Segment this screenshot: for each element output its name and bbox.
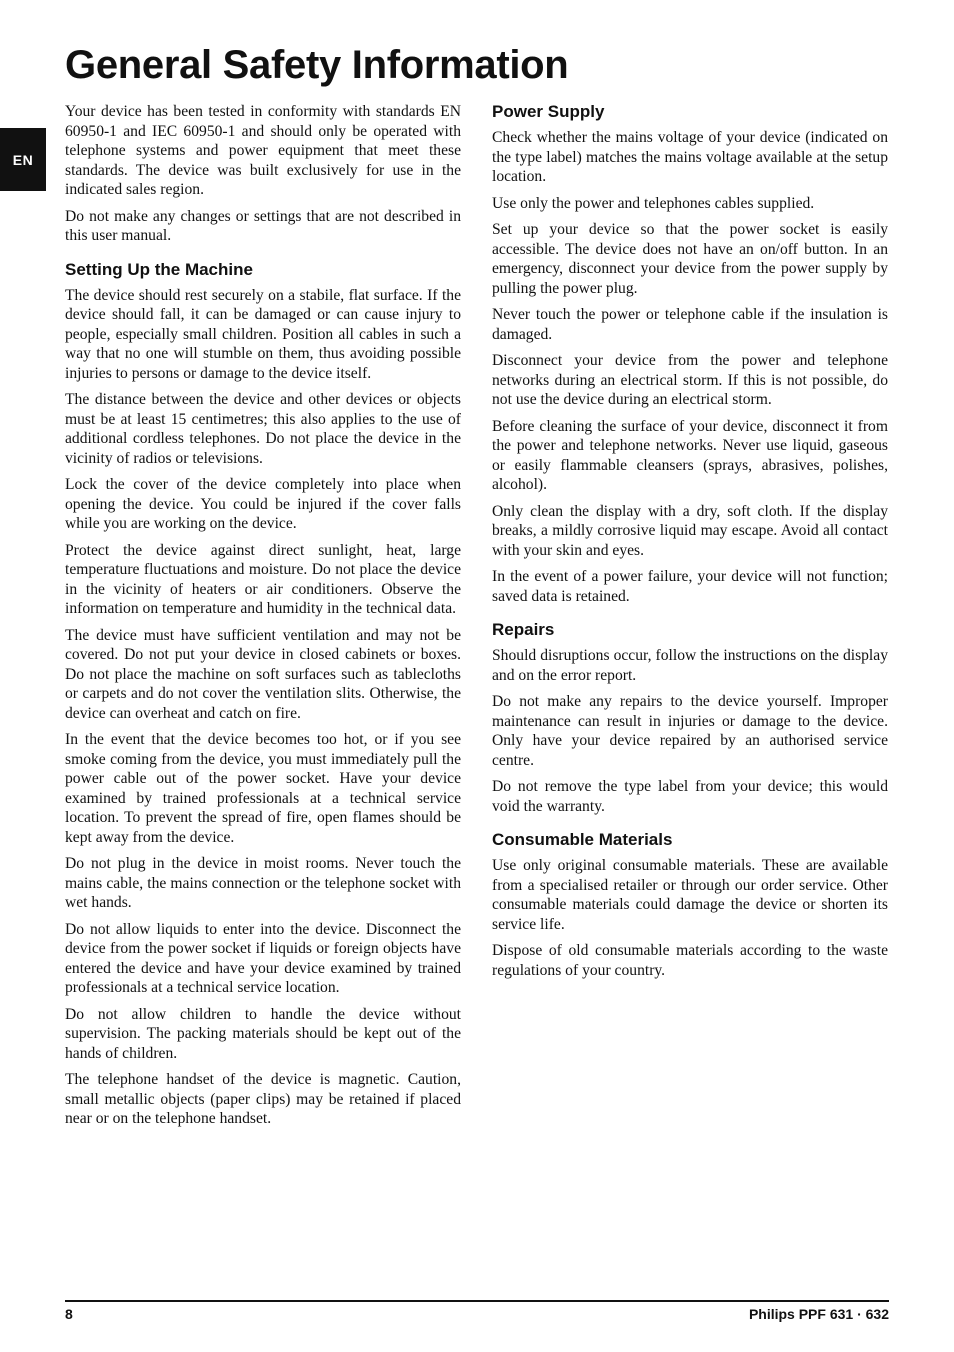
footer-divider (65, 1300, 889, 1302)
setting-up-paragraph: The distance between the device and other devices or objects must be at least 15 centimetres; this also applies to the use of additional cordless telephones. Do not place the device in the vicinity of radios or televisions. (65, 391, 461, 467)
power-supply-paragraph: Never touch the power or telephone cable if the insulation is damaged. (492, 306, 888, 343)
intro-paragraph: Do not make any changes or settings that are not described in this user manual. (65, 207, 461, 244)
repairs-paragraph: Should disruptions occur, follow the instructions on the display and on the error report. (492, 647, 888, 684)
consumables-paragraph: Use only original consumable materials. These are available from a specialised retailer or through our order service. Other consumable materials could damage the device or shorten its service life. (492, 857, 888, 933)
section-heading-repairs: Repairs (492, 620, 555, 639)
consumables-paragraph: Dispose of old consumable materials according to the waste regulations of your country. (492, 942, 888, 979)
power-supply-paragraph: Disconnect your device from the power and telephone networks during an electrical storm. If this is not possible, do not use the device during an electrical storm. (492, 352, 888, 408)
setting-up-paragraph: In the event that the device becomes too hot, or if you see smoke coming from the device, you must immediately pull the power cable out of the power socket. Have your device examined by trained professionals at a technical service location. To prevent the spread of fire, open flames should be kept away from the device. (65, 731, 461, 846)
intro-paragraph: Your device has been tested in conformity with standards EN 60950-1 and IEC 60950-1 and should only be operated with telephone systems and power equipment that meet these standards. The device was built exclusively for use in the indicated sales region. (65, 103, 461, 198)
power-supply-paragraph: Set up your device so that the power socket is easily accessible. The device does not have an on/off button. In an emergency, disconnect your device from the power supply by pulling the power plug. (492, 221, 888, 297)
power-supply-paragraph: Only clean the display with a dry, soft cloth. If the display breaks, a mildly corrosive liquid may escape. Avoid all contact with your skin and eyes. (492, 502, 888, 559)
power-supply-paragraph: Before cleaning the surface of your device, disconnect it from the power and telephone networks. Never use liquid, gaseous or easily flammable cleansers (sprays, abrasives, polishes, alcohol). (492, 417, 888, 493)
repairs-paragraph: Do not make any repairs to the device yourself. Improper maintenance can result in injuries or damage to the device. Only have your device repaired by an authorised service centre. (492, 693, 888, 769)
footer-model-name: Philips PPF 631 · 632 (748, 1306, 889, 1322)
setting-up-paragraph: The device must have sufficient ventilation and may not be covered. Do not put your device in closed cabinets or boxes. Do not place the machine on soft surfaces such as tablecloths or carpets and do not cover the ventilation slits. Otherwise, the device can overheat and catch on fire. (65, 626, 461, 722)
section-heading-setting-up: Setting Up the Machine (65, 259, 253, 279)
power-supply-paragraph: Check whether the mains voltage of your device (indicated on the type label) matches the mains voltage available at the setup location. (492, 129, 888, 185)
setting-up-paragraph: Protect the device against direct sunlight, heat, large temperature fluctuations and moisture. Do not place the device in the vicinity of heaters or air conditioners. Observe the information on temperature and humidity in the technical data. (65, 541, 461, 617)
setting-up-paragraph: Lock the cover of the device completely into place when opening the device. You could be injured if the cover falls while you are working on the device. (65, 476, 461, 532)
power-supply-paragraph: In the event of a power failure, your device will not function; saved data is retained. (492, 568, 888, 605)
setting-up-paragraph: Do not allow liquids to enter into the device. Disconnect the device from the power socket if liquids or foreign objects have entered the device and have your device examined by trained professionals at a technical service location. (65, 920, 461, 996)
setting-up-paragraph: The device should rest securely on a stabile, flat surface. If the device should fall, it can be damaged or can cause injury to people, especially small children. Position all cables in such a way that no one will stumble on them, thus avoiding possible injuries to persons or damage to the device itself. (65, 286, 461, 382)
section-heading-consumables: Consumable Materials (492, 830, 673, 849)
power-supply-paragraph: Use only the power and telephones cables supplied. (492, 194, 815, 212)
repairs-paragraph: Do not remove the type label from your device; this would void the warranty. (492, 778, 888, 815)
language-tab (0, 128, 46, 191)
footer-page-number: 8 (65, 1306, 73, 1322)
page-title: General Safety Information (65, 43, 569, 87)
left-column (65, 102, 461, 1136)
setting-up-paragraph: Do not allow children to handle the device without supervision. The packing materials should be kept out of the hands of children. (65, 1005, 461, 1062)
section-heading-power-supply: Power Supply (492, 102, 605, 121)
right-column (492, 101, 888, 987)
setting-up-paragraph: The telephone handset of the device is magnetic. Caution, small metallic objects (paper clips) may be retained if placed near or on the telephone handset. (65, 1071, 461, 1127)
language-tab-label: EN (12, 151, 34, 168)
setting-up-paragraph: Do not plug in the device in moist rooms. Never touch the mains cable, the mains connection or the telephone socket with wet hands. (65, 855, 461, 911)
